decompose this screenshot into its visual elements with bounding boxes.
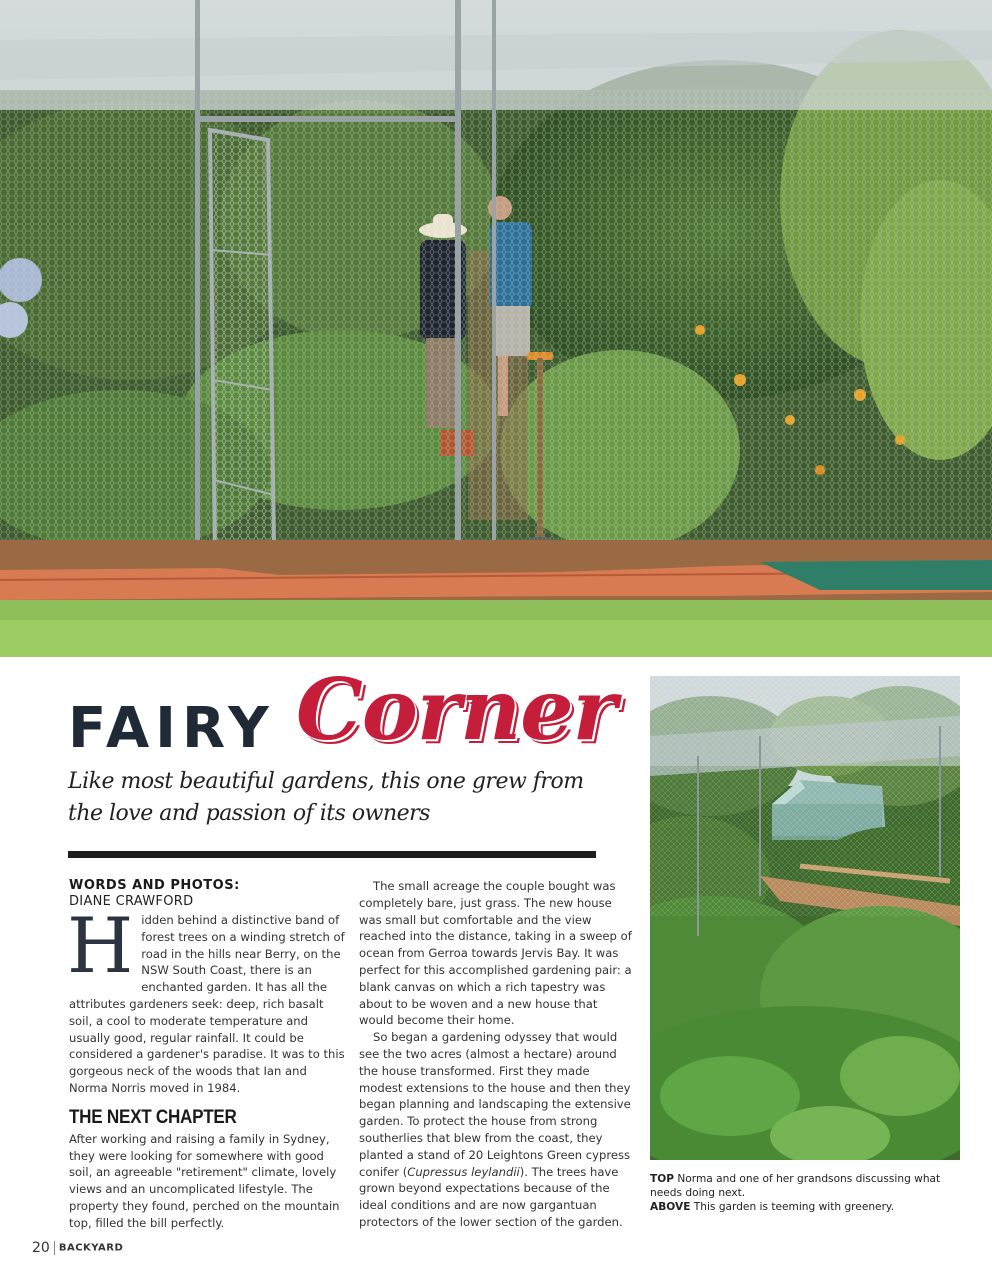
subtitle: Like most beautiful gardens, this one grew from the love and passion of its owners [68,769,584,826]
caption-top-label: TOP [650,1173,674,1185]
title-corner: Corner [296,660,616,759]
column-1 [69,878,347,1232]
column-2 [359,878,635,1231]
section-heading: THE NEXT CHAPTER [69,1106,237,1128]
title-fairy: FAIRY [68,696,275,761]
footer-divider [54,1241,55,1255]
paragraph-3: The small acreage the couple bought was completely bare, just grass. The new house was small but comfortable and the view reached into the distance, taking in a sweep of ocean from Gerroa towards Jervis Bay. It was perfect for this accomplished gardening pair: a blank canvas on which a rich tapestry was about to be woven and a new house that would become their home. [359,879,632,1028]
magazine-name: BACKYARD [58,1242,124,1254]
greenhouse-garden-illustration [650,676,960,1160]
page-number: 20 [32,1240,50,1256]
page-footer [32,1240,123,1256]
title-rule [68,851,596,858]
photo-caption: TOP Norma and one of her grandsons discussing what needs doing next. ABOVE This garden is teeming with greenery. [650,1173,941,1213]
drop-cap: H [67,901,134,990]
side-photo [650,676,960,1160]
paragraph-4: So began a gardening odyssey that would see the two acres (almost a hectare) around the house transformed. First they made modest extensions to the house and then they began planning and landscaping the extensive garden. To protect the house from strong southerlies that blew from the coast, they planted a stand of 20 Leightons Green cypress conifer (Cupressus leylandii). The trees have grown beyond expectations because of the ideal conditions and are now gargantuan protectors of the lower section of the garden. [359,1030,631,1229]
wire-gate [210,130,275,610]
caption-above-label: ABOVE [650,1201,691,1213]
byline-name: DIANE CRAWFORD [69,894,194,909]
intro-paragraph: Hidden behind a distinctive band of forest trees on a winding stretch of road in the hills near Berry, on the NSW South Coast, there is an enchanted garden. It has all the attributes gardeners seek: deep, rich basalt soil, a cool to moderate temperature and usually good, regular rainfall. It could be considered a gardener's paradise. It was to this gorgeous neck of the woods that Ian and Norma Norris moved in 1984. [67,901,345,1095]
paragraph-2: After working and raising a family in Sydney, they were looking for somewhere with good soil, an agreeable "retirement" climate, lovely views and an uncomplicated lifestyle. The property they found, perched on the mountain top, filled the bill perfectly. [69,1131,340,1230]
byline-label: WORDS AND PHOTOS: [69,878,240,893]
